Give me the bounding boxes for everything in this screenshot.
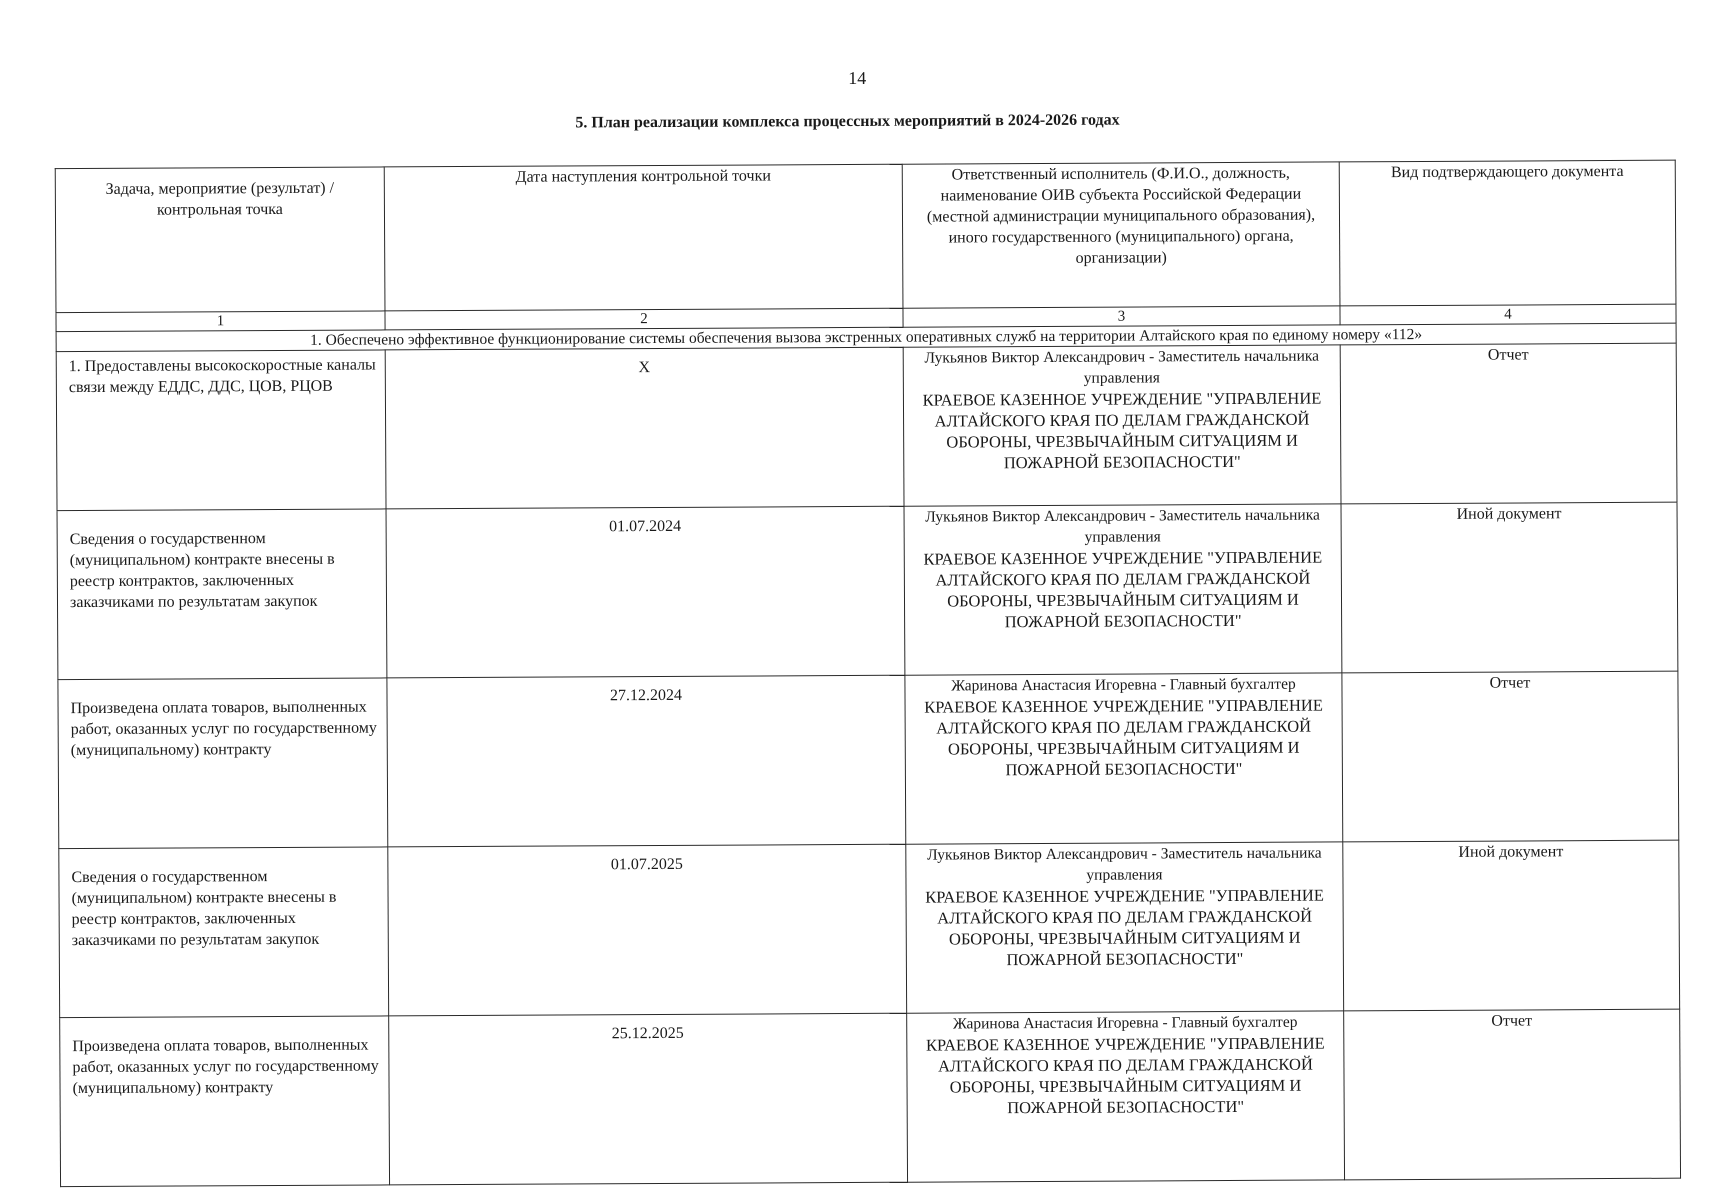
row-document-type: Отчет — [1344, 1009, 1681, 1180]
row-task: Произведена оплата товаров, выполненных работ, оказанных услуг по государственному (муниципальному) контракту — [60, 1016, 390, 1187]
header-document: Вид подтверждающего документа — [1339, 160, 1676, 306]
header-executor: Ответственный исполнитель (Ф.И.О., должность, наименование ОИВ субъекта Российской Федерации (местной администрации муниципального образования), иного государственного (муниципального) органа, организации) — [902, 162, 1340, 308]
row-document-type: Отчет — [1340, 343, 1677, 504]
row-date: 01.07.2025 — [388, 844, 907, 1016]
table-row — [57, 502, 1678, 679]
executor-organization: КРАЕВОЕ КАЗЕННОЕ УЧРЕЖДЕНИЕ "УПРАВЛЕНИЕ АЛТАЙСКОГО КРАЯ ПО ДЕЛАМ ГРАЖДАНСКОЙ ОБОРОНЫ, ЧРЕЗВЫЧАЙНЫМ СИТУАЦИЯМ И ПОЖАРНОЙ БЕЗОПАСНОСТИ" — [925, 885, 1324, 970]
plan-table — [55, 160, 1681, 1187]
table-row — [58, 671, 1679, 848]
executor-person: Лукьянов Виктор Александрович - Заместитель начальника управления — [925, 506, 1320, 546]
executor-person: Жаринова Анастасия Игоревна - Главный бухгалтер — [952, 1013, 1298, 1033]
row-executor — [907, 1011, 1345, 1182]
row-document-type: Отчет — [1342, 671, 1679, 842]
executor-person: Лукьянов Виктор Александрович - Заместитель начальника управления — [926, 844, 1322, 884]
row-task: 1. Предоставлены высокоскоростные каналы связи между ЕДДС, ДДС, ЦОВ, РЦОВ — [56, 350, 386, 511]
row-date: 25.12.2025 — [389, 1013, 908, 1185]
column-number: 3 — [903, 306, 1340, 327]
page-number: 14 — [848, 67, 867, 89]
table-row — [56, 343, 1677, 510]
column-number: 2 — [385, 308, 903, 330]
section-title: 1. Обеспечено эффективное функционирование системы обеспечения вызова экстренных оперативных служб на территории Алтайского края по единому номеру «112» — [56, 323, 1676, 351]
executor-person: Лукьянов Виктор Александрович - Заместитель начальника управления — [924, 347, 1320, 387]
column-number: 4 — [1340, 304, 1676, 325]
header-date: Дата наступления контрольной точки — [384, 164, 903, 311]
row-task: Произведена оплата товаров, выполненных работ, оказанных услуг по государственному (муниципальному) контракту — [58, 678, 388, 849]
row-executor — [903, 345, 1341, 506]
executor-person: Жаринова Анастасия Игоревна - Главный бухгалтер — [951, 675, 1296, 695]
column-number: 1 — [56, 311, 385, 332]
row-document-type: Иной документ — [1341, 502, 1678, 673]
row-date: X — [385, 347, 904, 509]
row-document-type: Иной документ — [1343, 840, 1680, 1011]
table-header-row — [55, 160, 1676, 312]
executor-organization: КРАЕВОЕ КАЗЕННОЕ УЧРЕЖДЕНИЕ "УПРАВЛЕНИЕ АЛТАЙСКОГО КРАЯ ПО ДЕЛАМ ГРАЖДАНСКОЙ ОБОРОНЫ, ЧРЕЗВЫЧАЙНЫМ СИТУАЦИЯМ И ПОЖАРНОЙ БЕЗОПАСНОСТИ" — [925, 1033, 1325, 1118]
row-executor — [904, 504, 1342, 675]
row-executor — [906, 842, 1344, 1013]
table-row — [60, 1009, 1681, 1186]
document-title: 5. План реализации комплекса процессных мероприятий в 2024-2026 годах — [575, 111, 1120, 132]
executor-organization: КРАЕВОЕ КАЗЕННОЕ УЧРЕЖДЕНИЕ "УПРАВЛЕНИЕ АЛТАЙСКОГО КРАЯ ПО ДЕЛАМ ГРАЖДАНСКОЙ ОБОРОНЫ, ЧРЕЗВЫЧАЙНЫМ СИТУАЦИЯМ И ПОЖАРНОЙ БЕЗОПАСНОСТИ" — [924, 695, 1323, 780]
header-task: Задача, мероприятие (результат) / контрольная точка — [55, 167, 385, 313]
executor-organization: КРАЕВОЕ КАЗЕННОЕ УЧРЕЖДЕНИЕ "УПРАВЛЕНИЕ АЛТАЙСКОГО КРАЯ ПО ДЕЛАМ ГРАЖДАНСКОЙ ОБОРОНЫ, ЧРЕЗВЫЧАЙНЫМ СИТУАЦИЯМ И ПОЖАРНОЙ БЕЗОПАСНОСТИ" — [923, 547, 1323, 632]
row-date: 27.12.2024 — [387, 675, 906, 847]
row-task: Сведения о государственном (муниципальном) контракте внесены в реестр контрактов, заключенных заказчиками по результатам закупок — [59, 847, 389, 1018]
table-row — [59, 840, 1680, 1017]
row-date: 01.07.2024 — [386, 506, 905, 678]
row-executor — [905, 673, 1343, 844]
row-task: Сведения о государственном (муниципальном) контракте внесены в реестр контрактов, заключенных заказчиками по результатам закупок — [57, 509, 387, 680]
executor-organization: КРАЕВОЕ КАЗЕННОЕ УЧРЕЖДЕНИЕ "УПРАВЛЕНИЕ АЛТАЙСКОГО КРАЯ ПО ДЕЛАМ ГРАЖДАНСКОЙ ОБОРОНЫ, ЧРЕЗВЫЧАЙНЫМ СИТУАЦИЯМ И ПОЖАРНОЙ БЕЗОПАСНОСТИ" — [922, 388, 1322, 473]
